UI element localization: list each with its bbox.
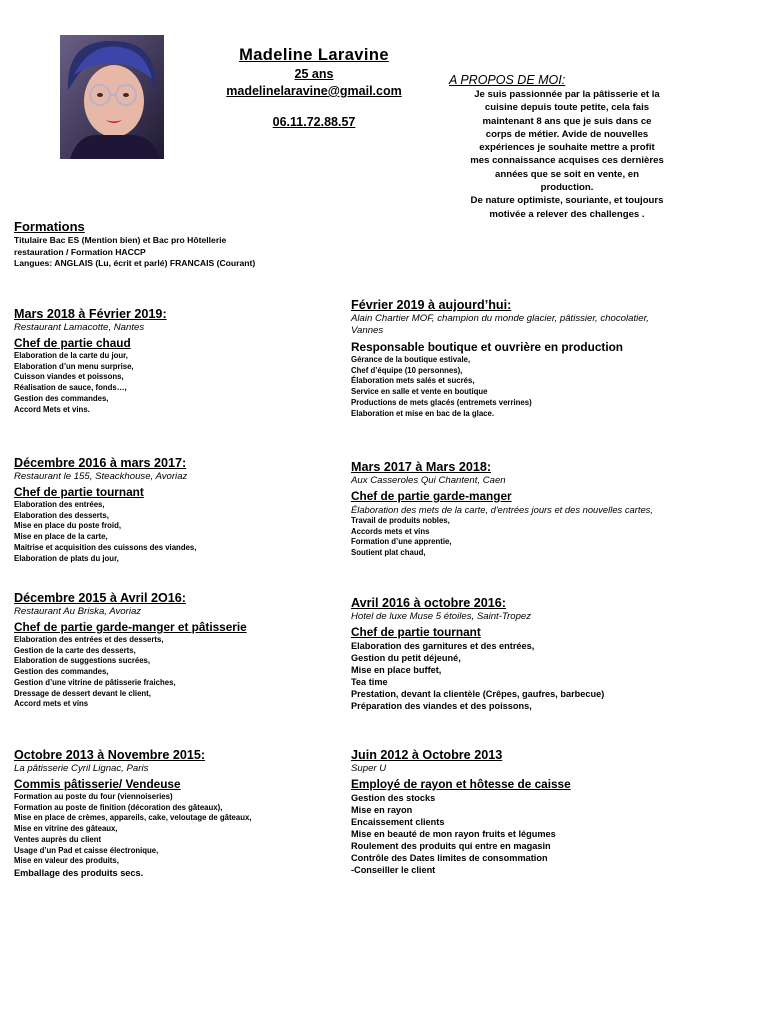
job-task: Gestion des commandes, — [14, 393, 109, 403]
about-text — [436, 88, 698, 221]
job-date: Décembre 2015 à Avril 2O16: — [14, 591, 186, 605]
job-place: Restaurant Lamacotte, Nantes — [14, 322, 145, 333]
job-task: Dressage de dessert devant le client, — [14, 688, 151, 698]
job-task: Gestion de la carte des desserts, — [14, 645, 136, 655]
job-task: Gestion des stocks — [351, 793, 436, 803]
job-task: Productions de mets glacés (entremets verrines) — [351, 397, 532, 407]
job-task: -Conseiller le client — [351, 865, 436, 875]
job-task: Tea time — [351, 677, 388, 687]
age: 25 ans — [294, 67, 334, 81]
job-task: Préparation des viandes et des poissons, — [351, 701, 532, 711]
job-title: Employé de rayon et hôtesse de caisse — [351, 777, 571, 791]
job-task: Gestion du petit déjeuné, — [351, 653, 461, 663]
job-entry — [351, 460, 661, 559]
job-task: Elaboration des entrées, — [14, 500, 105, 509]
job-description: Élaboration des mets de la carte, d'entrées jours et des nouvelles cartes, — [351, 504, 653, 515]
job-task: Ventes auprès du client — [14, 834, 102, 844]
job-task: Accord Mets et vins. — [14, 404, 90, 414]
job-place: Alain Chartier MOF, champion du monde glacier, pâtissier, chocolatier, Vannes — [351, 313, 649, 336]
job-task: Gérance de la boutique estivale, — [351, 355, 471, 364]
about-line: De nature optimiste, souriante, et toujours — [470, 195, 664, 207]
job-entry — [351, 596, 671, 712]
job-task: Mise en place du poste froid, — [14, 521, 122, 531]
job-task: Prestation, devant la clientèle (Crêpes, gaufres, barbecue) — [351, 689, 605, 699]
job-task: Accord mets et vins — [14, 699, 89, 709]
job-date: Avril 2016 à octobre 2016: — [351, 596, 506, 610]
job-task: Elaboration des garnitures et des entrées, — [351, 641, 535, 651]
job-title: Chef de partie chaud — [14, 336, 131, 350]
job-date: Décembre 2016 à mars 2017: — [14, 456, 187, 470]
formations-title: Formations — [14, 219, 85, 234]
job-date: Octobre 2013 à Novembre 2015: — [14, 748, 206, 762]
about-line: motivée a relever des challenges . — [489, 208, 645, 220]
job-date: Février 2019 à aujourd’hui: — [351, 298, 512, 312]
job-task: Élaboration mets salés et sucrés, — [351, 376, 475, 386]
formations-section — [14, 219, 344, 270]
job-task: Mise en beauté de mon rayon fruits et légumes — [351, 829, 556, 839]
about-line: Je suis passionnée par la pâtisserie et la — [474, 89, 660, 100]
job-title: Commis pâtisserie/ Vendeuse — [14, 777, 181, 791]
job-task: Contrôle des Dates limites de consommation — [351, 853, 548, 863]
job-entry — [351, 748, 671, 876]
job-date: Mars 2018 à Février 2019: — [14, 307, 167, 321]
job-task: Usage d’un Pad et caisse électronique, — [14, 845, 159, 855]
job-task: Elaboration de suggestions sucrées, — [14, 656, 151, 666]
about-line: mes connaissance acquises ces dernières — [470, 155, 664, 167]
formations-line: Langues: ANGLAIS (Lu, écrit et parlé) FRANCAIS (Courant) — [14, 258, 256, 269]
job-task: Elaboration de plats du jour, — [14, 553, 119, 563]
formations-line: restauration / Formation HACCP — [14, 246, 146, 257]
job-title: Chef de partie tournant — [351, 625, 481, 639]
about-line: expériences je souhaite mettre a profit — [479, 142, 655, 154]
job-date: Mars 2017 à Mars 2018: — [351, 460, 492, 474]
job-entry — [351, 298, 651, 419]
job-task: Formation au poste du four (viennoiseries) — [14, 792, 173, 801]
job-task: Elaboration des entrées et des desserts, — [14, 635, 164, 644]
job-task: Mise en place de la carte, — [14, 532, 108, 542]
job-task: Elaboration des desserts, — [14, 510, 109, 520]
job-task: Réalisation de sauce, fonds…, — [14, 383, 127, 393]
job-task: Formation au poste de finition (décoration des gâteaux), — [14, 802, 223, 812]
job-task: Mise en place buffet, — [351, 665, 442, 675]
job-place: Restaurant le 155, Steackhouse, Avoriaz — [14, 471, 188, 482]
job-entry — [14, 748, 344, 879]
about-line: maintenant 8 ans que je suis dans ce — [482, 115, 652, 127]
formations-line: Titulaire Bac ES (Mention bien) et Bac pro Hôtellerie — [14, 235, 227, 245]
job-entry — [14, 307, 344, 415]
full-name: Madeline Laravine — [239, 46, 389, 64]
job-task: Elaboration d’un menu surprise, — [14, 361, 134, 371]
job-entry — [14, 591, 344, 710]
about-line: années que se soit en vente, en — [495, 168, 639, 180]
job-entry — [14, 456, 344, 564]
job-task: Roulement des produits qui entre en magasin — [351, 841, 551, 851]
job-task: Mise en place de crèmes, appareils, cake, veloutage de gâteaux, — [14, 813, 252, 823]
job-place: Restaurant Au Briska, Avoriaz — [14, 606, 142, 617]
job-title: Chef de partie garde-manger et pâtisserie — [14, 620, 247, 634]
job-date: Juin 2012 à Octobre 2013 — [351, 748, 503, 762]
job-title: Responsable boutique et ouvrière en production — [351, 340, 624, 354]
about-line: production. — [540, 182, 594, 194]
job-task: Mise en vitrine des gâteaux, — [14, 824, 118, 834]
job-task: Accords mets et vins — [351, 526, 430, 536]
job-place: Aux Casseroles Qui Chantent, Caen — [351, 475, 506, 486]
about-line: cuisine depuis toute petite, cela fais — [484, 102, 650, 114]
email-address: madelinelaravine@gmail.com — [226, 84, 402, 98]
job-task: Elaboration de la carte du jour, — [14, 351, 128, 360]
job-task: Maitrise et acquisition des cuissons des viandes, — [14, 542, 197, 552]
job-task: Emballage des produits secs. — [14, 867, 144, 878]
job-title: Chef de partie garde-manger — [351, 489, 512, 503]
job-task: Elaboration et mise en bac de la glace. — [351, 408, 494, 418]
contact-header — [180, 44, 448, 131]
job-task: Service en salle et vente en boutique — [351, 387, 488, 397]
job-place: La pâtisserie Cyril Lignac, Paris — [14, 763, 149, 774]
job-title: Chef de partie tournant — [14, 485, 144, 499]
job-task: Encaissement clients — [351, 817, 445, 827]
about-line: corps de métier. Avide de nouvelles — [485, 128, 649, 140]
job-task: Mise en valeur des produits, — [14, 856, 119, 866]
phone-number: 06.11.72.88.57 — [272, 115, 356, 129]
job-task: Gestion des commandes, — [14, 667, 109, 677]
job-task: Mise en rayon — [351, 805, 413, 815]
profile-photo — [60, 35, 164, 159]
job-place: Hotel de luxe Muse 5 étoiles, Saint-Tropez — [351, 611, 532, 622]
job-task: Gestion d’une vitrine de pâtisserie fraiches, — [14, 677, 176, 687]
job-place: Super U — [351, 763, 387, 774]
job-task: Formation d’une apprentie, — [351, 537, 452, 547]
about-title: A PROPOS DE MOI: — [449, 73, 566, 87]
job-task: Cuisson viandes et poissons, — [14, 372, 124, 382]
job-task: Travail de produits nobles, — [351, 516, 450, 525]
job-task: Chef d’équipe (10 personnes), — [351, 365, 463, 375]
job-task: Soutient plat chaud, — [351, 548, 426, 558]
